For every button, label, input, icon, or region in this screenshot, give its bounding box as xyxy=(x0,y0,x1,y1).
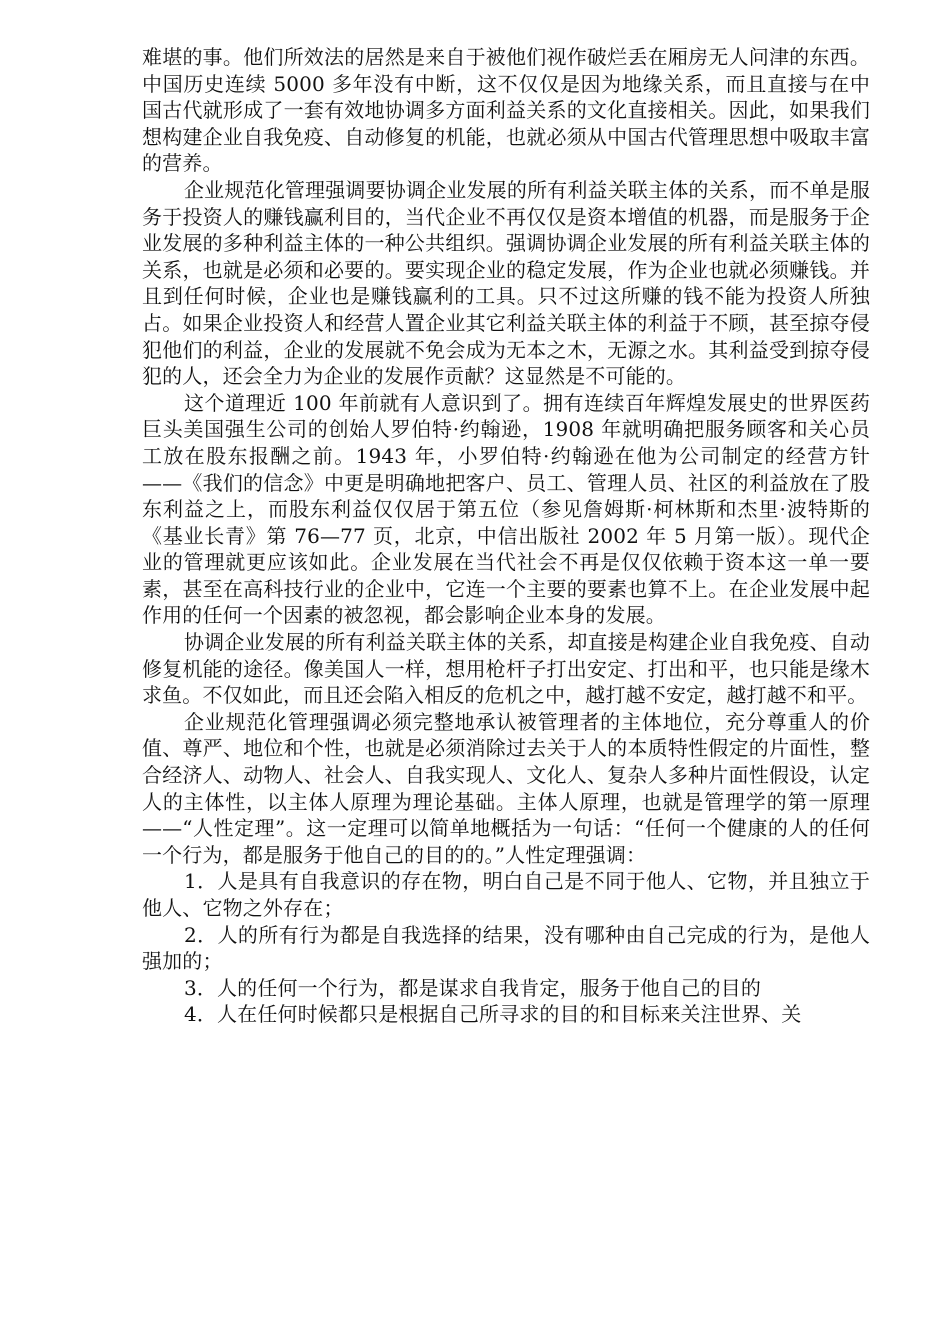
document-page xyxy=(142,44,870,1028)
paragraph-coordination: 协调企业发展的所有利益关联主体的关系，却直接是构建企业自我免疫、自动修复机能的途径。像美国人一样，想用枪杆子打出安定、打出和平，也只能是缘木求鱼。不仅如此，而且还会陷入相反的危机之中，越打越不安定，越打越不和平。 xyxy=(142,630,870,708)
paragraph-subject-principle: 企业规范化管理强调必须完整地承认被管理者的主体地位，充分尊重人的价值、尊严、地位和个性，也就是必须消除过去关于人的本质特性假定的片面性，整合经济人、动物人、社会人、自我实现人、文化人、复杂人多种片面性假设，认定人的主体性，以主体人原理为理论基础。主体人原理，也就是管理学的第一原理——“人性定理”。这一定理可以简单地概括为一句话：“任何一个健康的人的任何一个行为，都是服务于他自己的目的的。”人性定理强调： xyxy=(142,709,870,867)
paragraph-continuation: 难堪的事。他们所效法的居然是来自于被他们视作破烂丢在厢房无人问津的东西。中国历史连续 5000 多年没有中断，这不仅仅是因为地缘关系，而且直接与在中国古代就形成了一套有效地协调多方面利益关系的文化直接相关。因此，如果我们想构建企业自我免疫、自动修复的机能，也就必须从中国古代管理思想中吸取丰富的营养。 xyxy=(142,45,870,176)
list-item-4: 4．人在任何时候都只是根据自己所寻求的目的和目标来关注世界、关 xyxy=(184,1002,802,1027)
paragraph-johnson-example: 这个道理近 100 年前就有人意识到了。拥有连续百年辉煌发展史的世界医药巨头美国强生公司的创始人罗伯特·约翰逊，1908 年就明确把服务顾客和关心员工放在股东报酬之前。1943 年，小罗伯特·约翰逊在他为公司制定的经营方针——《我们的信念》中更是明确地把客户、员工、管理人员、社区的利益放在了股东利益之上，而股东利益仅仅居于第五位（参见詹姆斯·柯林斯和杰里·波特斯的《基业长青》第 76—77 页，北京，中信出版社 2002 年 5 月第一版）。现代企业的管理就更应该如此。企业发展在当代社会不再是仅仅依赖于资本这一单一要素，甚至在高科技行业的企业中，它连一个主要的要素也算不上。在企业发展中起作用的任何一个因素的被忽视，都会影响企业本身的发展。 xyxy=(142,390,870,628)
paragraph-stakeholders: 企业规范化管理强调要协调企业发展的所有利益关联主体的关系，而不单是服务于投资人的赚钱赢利目的，当代企业不再仅仅是资本增值的机器，而是服务于企业发展的多种利益主体的一种公共组织。强调协调企业发展的所有利益关联主体的关系，也就是必须和必要的。要实现企业的稳定发展，作为企业也就必须赚钱。并且到任何时候，企业也是赚钱赢利的工具。只不过这所赚的钱不能为投资人所独占。如果企业投资人和经营人置企业其它利益关联主体的利益于不顾，甚至掠夺侵犯他们的利益，企业的发展就不免会成为无本之木，无源之水。其利益受到掠夺侵犯的人，还会全力为企业的发展作贡献？这显然是不可能的。 xyxy=(142,177,870,389)
list-item-3: 3．人的任何一个行为，都是谋求自我肯定，服务于他自己的目的 xyxy=(184,975,762,1000)
list-item-1: 1．人是具有自我意识的存在物，明白自己是不同于他人、它物，并且独立于他人、它物之外存在； xyxy=(142,869,870,920)
list-item-2: 2．人的所有行为都是自我选择的结果，没有哪种由自己完成的行为，是他人强加的； xyxy=(142,922,870,974)
